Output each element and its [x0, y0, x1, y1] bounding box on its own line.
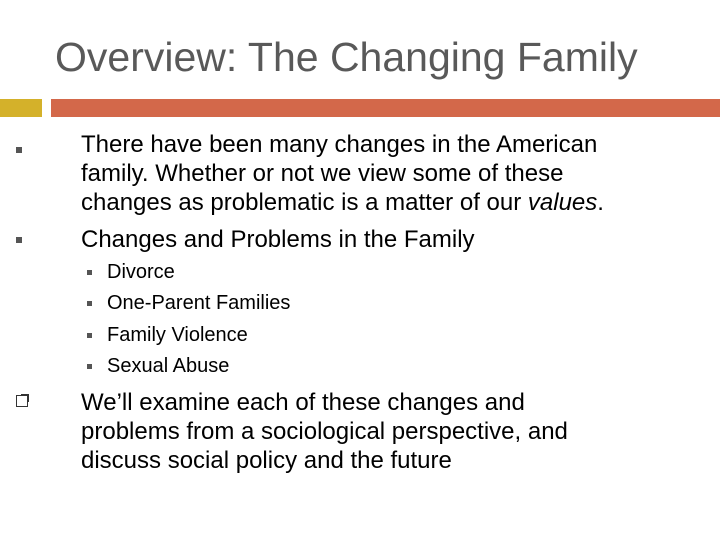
subitem-sexual-abuse: Sexual Abuse [107, 355, 230, 377]
final-line1: We’ll examine each of these changes and [81, 389, 525, 416]
subitem-one-parent: One-Parent Families [107, 292, 291, 314]
square-bullet-icon [87, 364, 92, 369]
subitem-divorce: Divorce [107, 261, 175, 283]
bullet-changes-line1: There have been many changes in the American [81, 131, 598, 158]
slide-title: Overview: The Changing Family [55, 34, 638, 80]
square-bullet-icon [16, 237, 22, 243]
bullet-changes-line2: family. Whether or not we view some of these [81, 160, 564, 187]
checkbox-bullet-icon [16, 395, 28, 407]
bullet-changes-line3 [81, 188, 604, 217]
square-bullet-icon [16, 147, 22, 153]
bullet-changes-period: . [597, 189, 604, 216]
bullet-changes-text: changes as problematic is a matter of our [81, 189, 528, 216]
square-bullet-icon [87, 270, 92, 275]
square-bullet-icon [87, 301, 92, 306]
bullet-problems: Changes and Problems in the Family [81, 226, 475, 253]
title-accent-bar-gold [0, 99, 42, 117]
square-bullet-icon [87, 333, 92, 338]
final-line3: discuss social policy and the future [81, 447, 452, 474]
final-line2: problems from a sociological perspective, and [81, 418, 568, 445]
values-emphasis: values [527, 189, 598, 216]
title-accent-bar-orange [51, 99, 720, 117]
subitem-family-violence: Family Violence [107, 324, 248, 346]
